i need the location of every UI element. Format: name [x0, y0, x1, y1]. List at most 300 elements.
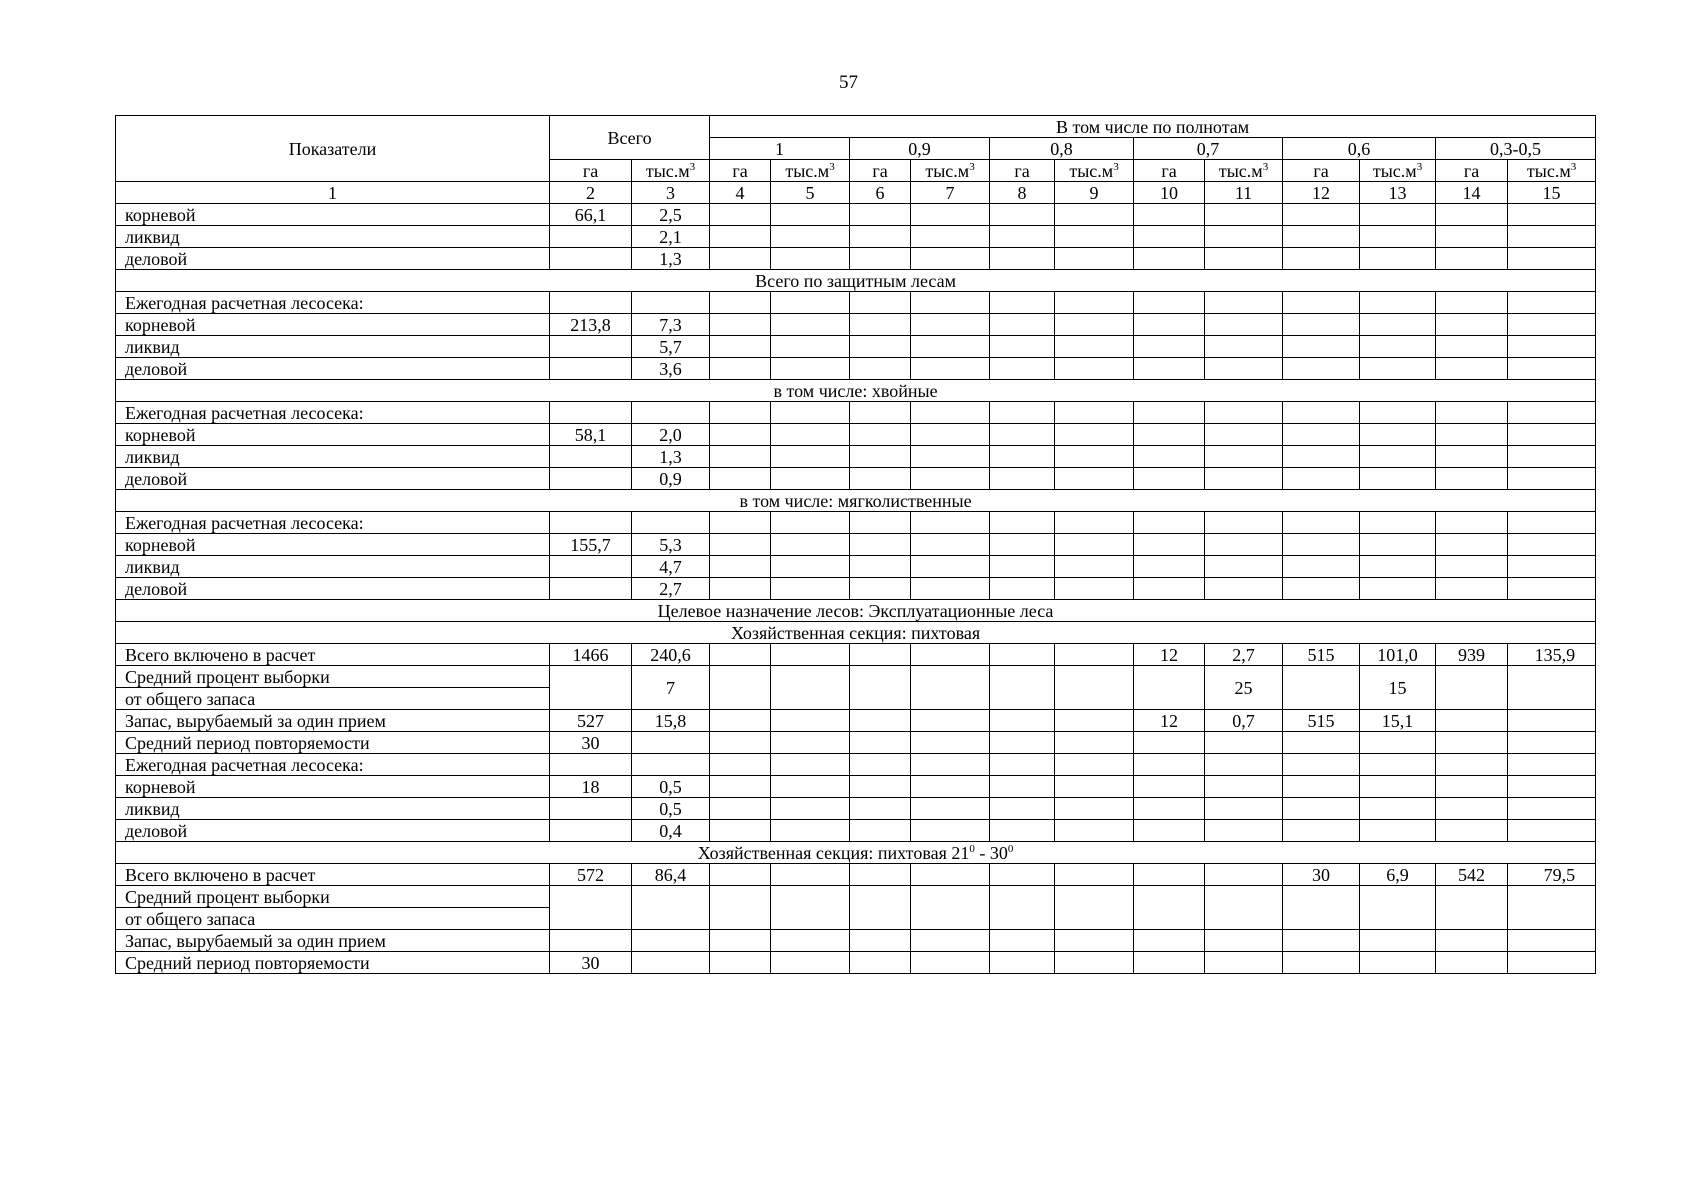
cell-col-5	[771, 468, 850, 490]
cell-col-2: 572	[550, 864, 632, 886]
cell-col-14	[1436, 204, 1508, 226]
cell-col-8	[990, 402, 1055, 424]
cell-col-3	[632, 292, 710, 314]
header-by-density: В том числе по полнотам	[710, 116, 1596, 138]
row-label: деловой	[116, 578, 550, 600]
cell-col-10	[1134, 754, 1205, 776]
cell-col-12	[1283, 534, 1360, 556]
header-column-number: 1	[116, 182, 550, 204]
row-label: корневой	[116, 314, 550, 336]
cell-col-13	[1360, 754, 1436, 776]
cell-col-8	[990, 446, 1055, 468]
cell-col-12	[1283, 446, 1360, 468]
unit-superscript: 3	[1416, 160, 1423, 173]
cell-col-10	[1134, 402, 1205, 424]
section-row	[116, 842, 1596, 864]
cell-col-14	[1436, 930, 1508, 952]
cell-col-10	[1134, 930, 1205, 952]
cell-col-14	[1436, 248, 1508, 270]
cell-col-14	[1436, 446, 1508, 468]
cell-col-15	[1508, 666, 1596, 710]
cell-col-3: 1,3	[632, 248, 710, 270]
cell-col-14	[1436, 820, 1508, 842]
cell-col-2	[550, 226, 632, 248]
cell-col-13	[1360, 248, 1436, 270]
row-label: деловой	[116, 820, 550, 842]
cell-col-15	[1508, 820, 1596, 842]
cell-col-7	[911, 886, 990, 930]
cell-col-2	[550, 666, 632, 710]
cell-col-3: 5,3	[632, 534, 710, 556]
cell-col-9	[1055, 292, 1134, 314]
section-row	[116, 600, 1596, 622]
cell-col-10	[1134, 578, 1205, 600]
cell-col-11	[1205, 512, 1283, 534]
cell-col-11	[1205, 468, 1283, 490]
table-row	[116, 886, 1596, 908]
cell-col-11	[1205, 578, 1283, 600]
header-unit-ha: га	[850, 160, 911, 182]
cell-col-10	[1134, 314, 1205, 336]
cell-col-4	[710, 952, 771, 974]
cell-col-4	[710, 886, 771, 930]
header-unit-volume: $тыс.м^3$	[911, 160, 990, 182]
cell-col-3	[632, 402, 710, 424]
cell-col-12	[1283, 556, 1360, 578]
cell-col-13	[1360, 952, 1436, 974]
cell-col-2	[550, 886, 632, 930]
cell-col-3: 2,1	[632, 226, 710, 248]
cell-col-9	[1055, 534, 1134, 556]
cell-col-3: 0,4	[632, 820, 710, 842]
cell-col-14	[1436, 952, 1508, 974]
cell-col-10	[1134, 512, 1205, 534]
cell-col-3: 2,5	[632, 204, 710, 226]
cell-col-8	[990, 864, 1055, 886]
table-row	[116, 204, 1596, 226]
table-row	[116, 732, 1596, 754]
section-heading: Хозяйственная секция: пихтовая $21^0 - 30^0$	[116, 842, 1596, 864]
cell-col-5	[771, 424, 850, 446]
cell-col-5	[771, 952, 850, 974]
cell-col-10	[1134, 820, 1205, 842]
cell-col-13	[1360, 732, 1436, 754]
cell-col-5	[771, 226, 850, 248]
cell-col-8	[990, 666, 1055, 710]
cell-col-7	[911, 710, 990, 732]
cell-col-7	[911, 666, 990, 710]
row-label: корневой	[116, 204, 550, 226]
cell-col-9	[1055, 886, 1134, 930]
cell-col-6	[850, 556, 911, 578]
cell-col-3: 2,0	[632, 424, 710, 446]
cell-col-9	[1055, 468, 1134, 490]
cell-col-10: 12	[1134, 710, 1205, 732]
cell-col-12	[1283, 424, 1360, 446]
cell-col-13	[1360, 512, 1436, 534]
cell-col-5	[771, 710, 850, 732]
cell-col-7	[911, 556, 990, 578]
cell-col-2	[550, 820, 632, 842]
cell-col-12: 515	[1283, 710, 1360, 732]
cell-col-9	[1055, 402, 1134, 424]
table-row	[116, 446, 1596, 468]
cell-col-15	[1508, 292, 1596, 314]
cell-col-3: 1,3	[632, 446, 710, 468]
cell-col-11	[1205, 446, 1283, 468]
cell-col-4	[710, 556, 771, 578]
header-density-3: 0,7	[1134, 138, 1283, 160]
cell-col-8	[990, 204, 1055, 226]
table-row	[116, 468, 1596, 490]
header-row-1	[116, 116, 1596, 138]
header-unit-ha: га	[1283, 160, 1360, 182]
cell-col-14: 939	[1436, 644, 1508, 666]
cell-col-5	[771, 578, 850, 600]
cell-col-2: 1466	[550, 644, 632, 666]
cell-col-12	[1283, 402, 1360, 424]
unit-superscript: 3	[689, 160, 696, 173]
cell-col-9	[1055, 820, 1134, 842]
cell-col-13	[1360, 534, 1436, 556]
table-row	[116, 578, 1596, 600]
cell-col-12	[1283, 886, 1360, 930]
cell-col-5	[771, 204, 850, 226]
cell-col-14	[1436, 402, 1508, 424]
cell-col-5	[771, 776, 850, 798]
cell-col-11	[1205, 204, 1283, 226]
cell-col-5	[771, 732, 850, 754]
cell-col-13	[1360, 776, 1436, 798]
cell-col-6	[850, 446, 911, 468]
cell-col-15	[1508, 556, 1596, 578]
cell-col-6	[850, 754, 911, 776]
cell-col-7	[911, 930, 990, 952]
cell-col-12	[1283, 512, 1360, 534]
row-label: от общего запаса	[116, 908, 550, 930]
cell-col-12	[1283, 732, 1360, 754]
cell-col-2: 155,7	[550, 534, 632, 556]
cell-col-13	[1360, 930, 1436, 952]
forest-allowable-cut-table	[115, 115, 1596, 974]
cell-col-2: 30	[550, 952, 632, 974]
cell-col-6	[850, 292, 911, 314]
cell-col-7	[911, 798, 990, 820]
cell-col-15	[1508, 402, 1596, 424]
cell-col-7	[911, 292, 990, 314]
cell-col-11: 2,7	[1205, 644, 1283, 666]
cell-col-10	[1134, 446, 1205, 468]
row-label: Запас, вырубаемый за один прием	[116, 710, 550, 732]
table-row	[116, 864, 1596, 886]
cell-col-9	[1055, 798, 1134, 820]
cell-col-2	[550, 248, 632, 270]
cell-col-13	[1360, 798, 1436, 820]
cell-col-11	[1205, 292, 1283, 314]
cell-col-11	[1205, 402, 1283, 424]
cell-col-2: 30	[550, 732, 632, 754]
cell-col-2	[550, 798, 632, 820]
cell-col-7	[911, 864, 990, 886]
section-row	[116, 622, 1596, 644]
cell-col-13	[1360, 314, 1436, 336]
cell-col-9	[1055, 864, 1134, 886]
cell-col-9	[1055, 930, 1134, 952]
cell-col-5	[771, 886, 850, 930]
header-column-number: 5	[771, 182, 850, 204]
cell-col-12	[1283, 358, 1360, 380]
cell-col-13	[1360, 424, 1436, 446]
cell-col-15	[1508, 226, 1596, 248]
row-label: Всего включено в расчет	[116, 864, 550, 886]
cell-col-9	[1055, 314, 1134, 336]
cell-col-2: 527	[550, 710, 632, 732]
header-density-0: 1	[710, 138, 850, 160]
section-row	[116, 270, 1596, 292]
row-label: Средний период повторяемости	[116, 732, 550, 754]
table-row	[116, 798, 1596, 820]
cell-col-4	[710, 446, 771, 468]
cell-col-2	[550, 402, 632, 424]
header-density-1: 0,9	[850, 138, 990, 160]
row-label: Ежегодная расчетная лесосека:	[116, 512, 550, 534]
unit-superscript: 3	[1570, 160, 1577, 173]
cell-col-4	[710, 534, 771, 556]
cell-col-2: 66,1	[550, 204, 632, 226]
cell-col-2	[550, 358, 632, 380]
cell-col-14	[1436, 292, 1508, 314]
cell-col-4	[710, 754, 771, 776]
cell-col-9	[1055, 204, 1134, 226]
table-row	[116, 754, 1596, 776]
cell-col-11	[1205, 556, 1283, 578]
table-row	[116, 534, 1596, 556]
cell-col-14	[1436, 512, 1508, 534]
cell-col-10	[1134, 292, 1205, 314]
cell-col-12	[1283, 754, 1360, 776]
cell-col-6	[850, 578, 911, 600]
cell-col-9	[1055, 732, 1134, 754]
cell-col-12	[1283, 666, 1360, 710]
cell-col-6	[850, 798, 911, 820]
cell-col-13	[1360, 468, 1436, 490]
cell-col-8	[990, 534, 1055, 556]
row-label: Средний процент выборки	[116, 666, 550, 688]
cell-col-13: 15,1	[1360, 710, 1436, 732]
cell-col-15	[1508, 710, 1596, 732]
cell-col-6	[850, 930, 911, 952]
cell-col-11	[1205, 226, 1283, 248]
cell-col-10	[1134, 204, 1205, 226]
cell-col-14	[1436, 776, 1508, 798]
cell-col-11	[1205, 952, 1283, 974]
cell-col-11	[1205, 248, 1283, 270]
header-density-5: 0,3-0,5	[1436, 138, 1596, 160]
cell-col-4	[710, 314, 771, 336]
cell-col-8	[990, 820, 1055, 842]
cell-col-7	[911, 226, 990, 248]
cell-col-3	[632, 886, 710, 930]
cell-col-4	[710, 424, 771, 446]
table-row	[116, 776, 1596, 798]
cell-col-3: 2,7	[632, 578, 710, 600]
row-label: ликвид	[116, 336, 550, 358]
cell-col-4	[710, 864, 771, 886]
cell-col-12	[1283, 468, 1360, 490]
cell-col-14	[1436, 314, 1508, 336]
header-unit-volume: $тыс.м^3$	[1205, 160, 1283, 182]
cell-col-12	[1283, 798, 1360, 820]
cell-col-15	[1508, 446, 1596, 468]
cell-col-2	[550, 292, 632, 314]
cell-col-11	[1205, 754, 1283, 776]
cell-col-15	[1508, 776, 1596, 798]
cell-col-15: 79,5	[1508, 864, 1596, 886]
cell-col-3: 0,5	[632, 798, 710, 820]
section-heading: Хозяйственная секция: пихтовая	[116, 622, 1596, 644]
cell-col-6	[850, 512, 911, 534]
cell-col-8	[990, 776, 1055, 798]
degree-superscript: 0	[969, 842, 975, 855]
cell-col-5	[771, 292, 850, 314]
cell-col-13	[1360, 402, 1436, 424]
cell-col-7	[911, 314, 990, 336]
row-label: Ежегодная расчетная лесосека:	[116, 292, 550, 314]
cell-col-6	[850, 886, 911, 930]
cell-col-12	[1283, 776, 1360, 798]
cell-col-6	[850, 644, 911, 666]
row-label: от общего запаса	[116, 688, 550, 710]
cell-col-9	[1055, 358, 1134, 380]
cell-col-13	[1360, 336, 1436, 358]
cell-col-7	[911, 336, 990, 358]
cell-col-6	[850, 710, 911, 732]
cell-col-13	[1360, 226, 1436, 248]
table-row	[116, 820, 1596, 842]
cell-col-14	[1436, 556, 1508, 578]
cell-col-6	[850, 424, 911, 446]
cell-col-13	[1360, 292, 1436, 314]
cell-col-5	[771, 930, 850, 952]
cell-col-8	[990, 512, 1055, 534]
unit-superscript: 3	[829, 160, 835, 173]
cell-col-13	[1360, 886, 1436, 930]
cell-col-2	[550, 578, 632, 600]
cell-col-3: 0,9	[632, 468, 710, 490]
row-label: Средний период повторяемости	[116, 952, 550, 974]
cell-col-14	[1436, 468, 1508, 490]
table-row	[116, 314, 1596, 336]
header-unit-ha: га	[1134, 160, 1205, 182]
header-column-number: 9	[1055, 182, 1134, 204]
cell-col-12	[1283, 204, 1360, 226]
cell-col-15	[1508, 358, 1596, 380]
cell-col-7	[911, 446, 990, 468]
cell-col-7	[911, 358, 990, 380]
cell-col-15	[1508, 424, 1596, 446]
cell-col-12	[1283, 952, 1360, 974]
cell-col-15	[1508, 336, 1596, 358]
row-label: ликвид	[116, 798, 550, 820]
cell-col-12	[1283, 336, 1360, 358]
cell-col-7	[911, 578, 990, 600]
cell-col-3	[632, 930, 710, 952]
cell-col-8	[990, 754, 1055, 776]
cell-col-11	[1205, 534, 1283, 556]
table-row	[116, 666, 1596, 688]
cell-col-12	[1283, 820, 1360, 842]
cell-col-7	[911, 952, 990, 974]
cell-col-5	[771, 248, 850, 270]
cell-col-3: 5,7	[632, 336, 710, 358]
header-unit-ha: га	[990, 160, 1055, 182]
cell-col-7	[911, 204, 990, 226]
table-row	[116, 710, 1596, 732]
table-row	[116, 644, 1596, 666]
cell-col-4	[710, 644, 771, 666]
table-row	[116, 512, 1596, 534]
cell-col-15	[1508, 886, 1596, 930]
cell-col-5	[771, 534, 850, 556]
row-label: корневой	[116, 424, 550, 446]
cell-col-5	[771, 798, 850, 820]
cell-col-15	[1508, 578, 1596, 600]
cell-col-9	[1055, 754, 1134, 776]
table-body	[116, 204, 1596, 974]
header-column-number: 13	[1360, 182, 1436, 204]
cell-col-6	[850, 820, 911, 842]
cell-col-11: 0,7	[1205, 710, 1283, 732]
table-row	[116, 402, 1596, 424]
cell-col-11	[1205, 820, 1283, 842]
cell-col-12: 30	[1283, 864, 1360, 886]
table-row	[116, 292, 1596, 314]
cell-col-5	[771, 666, 850, 710]
cell-col-3: 0,5	[632, 776, 710, 798]
cell-col-15: 135,9	[1508, 644, 1596, 666]
table-row	[116, 248, 1596, 270]
cell-col-14: 542	[1436, 864, 1508, 886]
cell-col-6	[850, 226, 911, 248]
section-heading: Целевое назначение лесов: Эксплуатационные леса	[116, 600, 1596, 622]
header-row-column-numbers	[116, 182, 1596, 204]
cell-col-4	[710, 578, 771, 600]
cell-col-11	[1205, 798, 1283, 820]
cell-col-9	[1055, 556, 1134, 578]
cell-col-8	[990, 248, 1055, 270]
header-column-number: 6	[850, 182, 911, 204]
cell-col-2	[550, 446, 632, 468]
cell-col-6	[850, 336, 911, 358]
cell-col-6	[850, 314, 911, 336]
cell-col-4	[710, 336, 771, 358]
cell-col-14	[1436, 534, 1508, 556]
cell-col-3: 4,7	[632, 556, 710, 578]
cell-col-9	[1055, 248, 1134, 270]
table-row	[116, 358, 1596, 380]
row-label: Запас, вырубаемый за один прием	[116, 930, 550, 952]
cell-col-15	[1508, 314, 1596, 336]
cell-col-4	[710, 292, 771, 314]
unit-superscript: 3	[1113, 160, 1119, 173]
table-row	[116, 226, 1596, 248]
cell-col-5	[771, 446, 850, 468]
cell-col-10	[1134, 534, 1205, 556]
header-total: Всего	[550, 116, 710, 160]
header-unit-ha: га	[1436, 160, 1508, 182]
cell-col-8	[990, 952, 1055, 974]
cell-col-2	[550, 512, 632, 534]
